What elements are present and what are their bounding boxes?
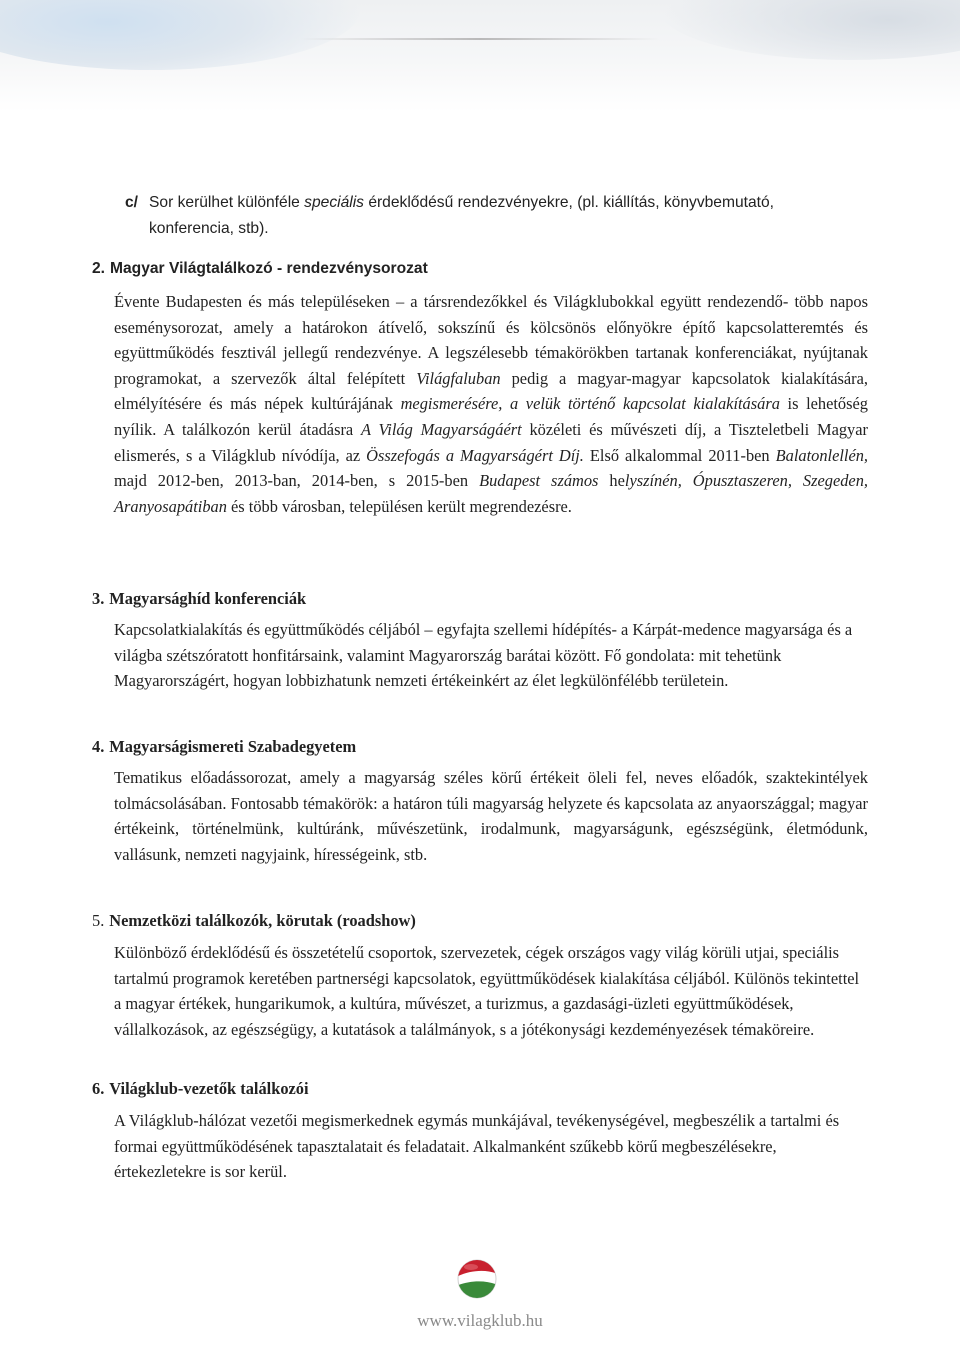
section-3-number: 3. — [92, 589, 105, 608]
section-c-text-1: Sor kerülhet különféle — [149, 194, 305, 211]
section-3-body: Kapcsolatkialakítás és együttműködés céljából – egyfajta szellemi hídépítés- a Kárpát-medence magyarsága és a világba szétszóratott honfitársaink, valamint Magyarország barátai között. Fő gondolata: mit tehetünk Magyarországért, hogyan lobbizhatunk nemzeti értékeinkért az élet legkülönfélébb területein. — [114, 620, 853, 691]
footer-website-url: www.vilagklub.hu — [417, 1311, 543, 1330]
section-4-title: Magyarságismereti Szabadegyetem — [109, 737, 357, 756]
section-2-text-5: Első alkalommal 2011-ben — [583, 445, 776, 465]
section-3-title: Magyarsághíd konferenciák — [109, 589, 307, 608]
header-wave-left — [0, 0, 360, 70]
section-2-body — [114, 289, 868, 519]
section-2-text-6: majd 2012-ben, 2013-ban, 2014-ben, s 2015-ben — [114, 471, 480, 491]
section-2-italic-5: Balatonlellén, — [775, 445, 869, 465]
section-6-number: 6. — [92, 1079, 105, 1098]
section-2-italic-6: Budapest számos — [479, 471, 599, 491]
section-2-text-4: közéleti és művészeti díj, a Tiszteletbeli Magyar elismerés, s a Világklub nívódíja, az — [114, 419, 868, 465]
section-5-title: Nemzetközi találkozók, körutak (roadshow) — [109, 911, 416, 930]
section-2-text-2: pedig a magyar-magyar kapcsolatok kialakítására, elmélyítésére és más népek kultúrájának — [114, 368, 869, 414]
section-2-text-3: is lehetőség nyílik. A találkozón kerül átadásra — [114, 394, 868, 439]
section-c-marker: c/ — [125, 194, 139, 211]
section-2-text-7: he — [598, 471, 625, 491]
section-6-body: A Világklub-hálózat vezetői megismerkednek egymás munkájával, tevékenységével, megbeszélik a tartalmi és formai együttműködésének tapasztalatait és feladatait. Alkalmanként szűkebb körű megbeszélésekre, értekezletekre is sor kerül. — [114, 1111, 840, 1182]
vilagklub-globe-logo-icon — [456, 1258, 498, 1300]
section-2-number: 2. — [92, 260, 106, 277]
page-header-decoration — [0, 0, 960, 112]
section-c-text-2: érdeklődésű rendezvényekre, (pl. kiállítás, könyvbemutató, — [363, 194, 774, 211]
section-4-number: 4. — [92, 737, 105, 756]
section-5-heading — [92, 911, 416, 931]
section-2-heading — [92, 260, 428, 278]
section-c-italic: speciális — [304, 194, 364, 211]
section-2-italic-4: Összefogás a Magyarságért Díj. — [366, 445, 584, 465]
section-c-paragraph — [125, 190, 870, 242]
section-3-heading — [92, 589, 306, 609]
section-6-heading — [92, 1079, 309, 1099]
section-2-italic-1: Világfaluban — [416, 368, 501, 388]
header-rule — [300, 38, 660, 40]
section-2-italic-3: A Világ Magyarságáért — [360, 419, 522, 439]
header-wave-right — [660, 0, 960, 60]
section-c-text-3: konferencia, stb). — [149, 220, 269, 237]
section-2-text-8: és több városban, településen került megrendezésre. — [226, 496, 572, 516]
section-2-title: Magyar Világtalálkozó - rendezvénysorozat — [110, 260, 428, 277]
section-2-text-1: Évente Budapesten és más településeken – a társrendezőkkel és Világklubokkal együtt rendezendő- több napos eseménysorozat, amely a határokon átívelő, sokszínű és kölcsönös előnyökre építő kapcsolatteremtés és együttműködés fesztivál jellegű rendezvénye. A legszélesebb témakörökben tartanak konferenciákat, nyújtanak programokat, a szervezők által felépített — [114, 292, 868, 388]
section-4-heading — [92, 737, 356, 757]
section-5-number: 5. — [92, 911, 105, 930]
section-4-body: Tematikus előadássorozat, amely a magyarság széles körű értékeit öleli fel, neves előadók, szaktekintélyek tolmácsolásában. Fontosabb témakörök: a határon túli magyarság helyzete és kapcsolata az anyaországgal; magyar értékeink, történelmünk, kultúránk, művészetünk, irodalmunk, magyarságunk, egészségünk, életmódunk, vallásunk, nemzeti nagyjaink, hírességeink, stb. — [114, 768, 868, 864]
section-2-italic-2: megismerésére, a velük történő kapcsolat kialakítására — [400, 394, 780, 414]
section-6-title: Világklub-vezetők találkozói — [109, 1079, 309, 1098]
section-2-italic-7: lyszínén, Ópusztaszeren, Szegeden, Aranyosapátiban — [114, 471, 868, 516]
section-5-body: Különböző érdeklődésű és összetételű csoportok, szervezetek, cégek országos vagy világ körüli utjai, speciális tartalmú programok keretében partnerségi kapcsolatok, együttműködések kialakítása céljából. Különös tekintettel a magyar értékek, hungarikumok, a kultúra, művészet, a turizmus, a gazdasági-üzleti együttműködések, vállalkozások, az egészségügy, a kutatások a találmányok, s a jótékonysági kezdeményezések témaköreire. — [114, 943, 860, 1039]
